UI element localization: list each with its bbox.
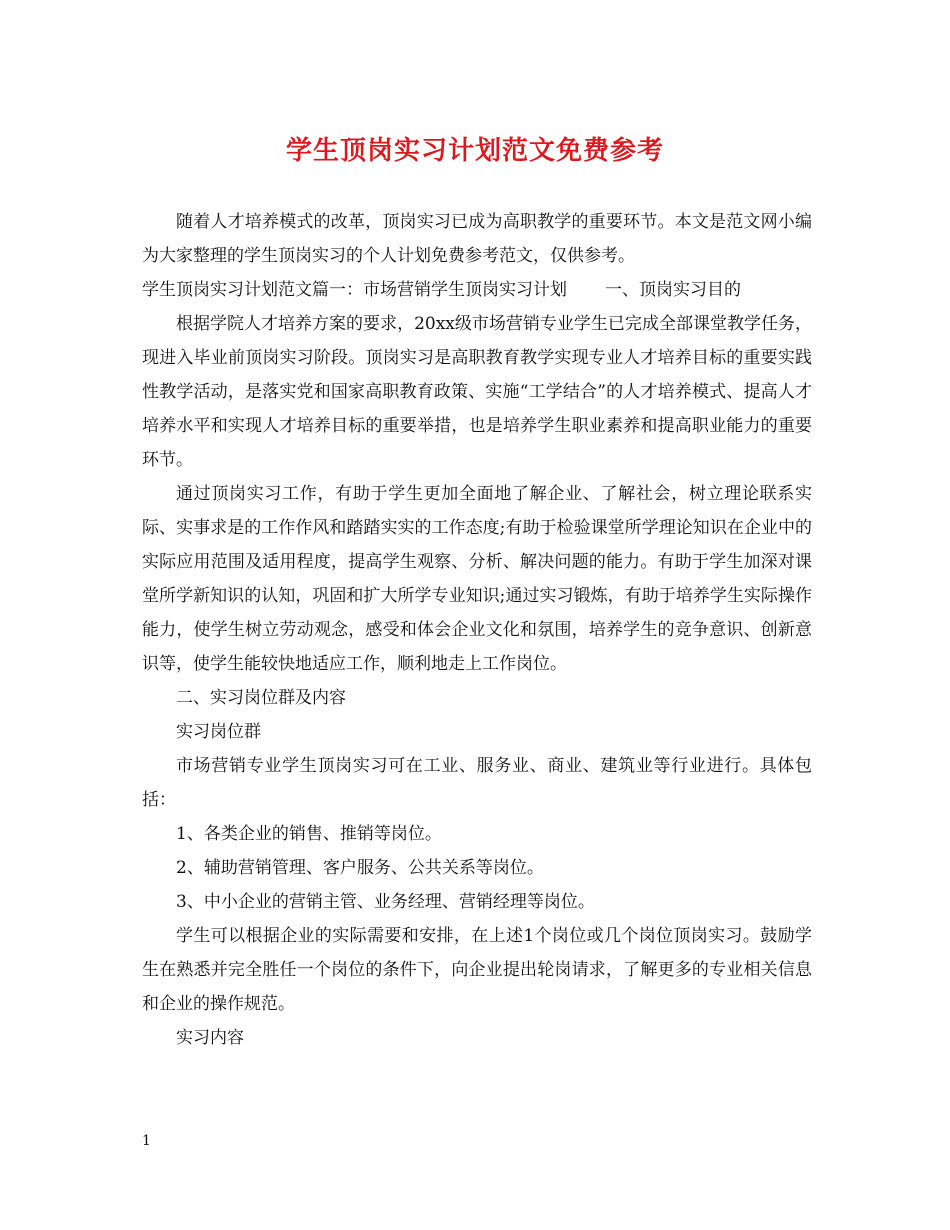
paragraph-rotation: 学生可以根据企业的实际需要和安排，在上述1个岗位或几个岗位顶岗实习。鼓励学生在熟悉并完全胜任一个岗位的条件下，向企业提出轮岗请求，了解更多的专业相关信息和企业的操作规范。 [142, 926, 812, 1014]
paragraph-purpose-1: 根据学院人才培养方案的要求，20xx级市场营销专业学生已完成全部课堂教学任务，现进入毕业前顶岗实习阶段。顶岗实习是高职教育教学实现专业人才培养目标的重要实践性教学活动，是落实党和国家高职教育政策、实施“工学结合”的人才培养模式、提高人才培养水平和实现人才培养目标的重要举措，也是培养学生职业素养和提高职业能力的重要环节。 [142, 314, 812, 470]
paragraph-purpose-2: 通过顶岗实习工作，有助于学生更加全面地了解企业、了解社会，树立理论联系实际、实事求是的工作作风和踏踏实实的工作态度;有助于检验课堂所学理论知识在企业中的实际应用范围及适用程度，提高学生观察、分析、解决问题的能力。有助于学生加深对课堂所学新知识的认知，巩固和扩大所学专业知识;通过实习锻炼，有助于培养学生实际操作能力，使学生树立劳动观念，感受和体会企业文化和氛围，培养学生的竞争意识、创新意识等，使学生能较快地适应工作，顺利地走上工作岗位。 [142, 484, 812, 674]
list-item-1: 1、各类企业的销售、推销等岗位。 [176, 824, 442, 844]
list-item-3: 3、中小企业的营销主管、业务经理、营销经理等岗位。 [176, 892, 595, 912]
subheading-content: 实习内容 [176, 1028, 244, 1048]
article-heading: 学生顶岗实习计划范文篇一：市场营销学生顶岗实习计划 [142, 280, 567, 300]
paragraph-industries: 市场营销专业学生顶岗实习可在工业、服务业、商业、建筑业等行业进行。具体包括： [142, 756, 812, 810]
subheading-position-group: 实习岗位群 [176, 722, 261, 742]
paragraph-intro: 随着人才培养模式的改革，顶岗实习已成为高职教学的重要环节。本文是范文网小编为大家整理的学生顶岗实习的个人计划免费参考范文，仅供参考。 [142, 212, 812, 266]
page-number: 1 [142, 1133, 151, 1149]
document-body [142, 205, 812, 1055]
section-heading-purpose: 一、顶岗实习目的 [605, 280, 741, 300]
list-item-2: 2、辅助营销管理、客户服务、公共关系等岗位。 [176, 858, 544, 878]
paragraph-section-heading [142, 273, 812, 307]
document-title: 学生顶岗实习计划范文免费参考 [285, 136, 664, 166]
section-heading-positions: 二、实习岗位群及内容 [176, 688, 346, 708]
